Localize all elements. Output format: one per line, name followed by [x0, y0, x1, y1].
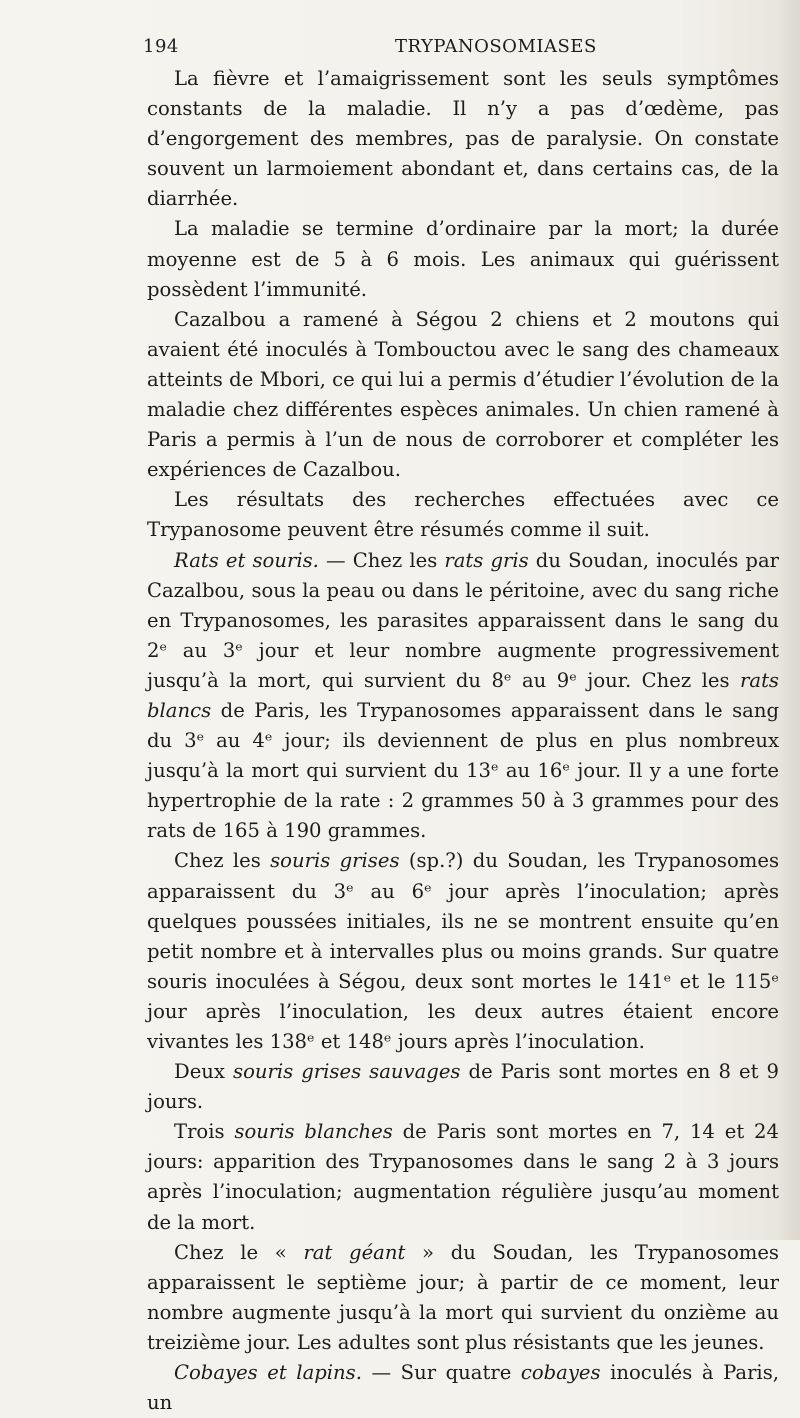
running-title: TRYPANOSOMIASES [395, 36, 597, 57]
section-heading-rats: Rats et souris. [174, 548, 319, 572]
text-run: La maladie se termine d’ordinaire par la mort; la durée moyenne est de 5 à 6 mois. Les animaux qui guérissent possèdent l’immunité. [147, 217, 779, 301]
text-run: Chez les [174, 849, 271, 873]
paragraph-wild-mice [147, 1057, 779, 1117]
text-run: de Paris sont mortes en 8 et 9 jours. [147, 1060, 779, 1114]
page-number: 194 [143, 36, 179, 57]
italic-term: rats gris [444, 548, 529, 572]
paragraph-guinea-pigs [147, 1358, 779, 1418]
text-run: de Paris, les Trypanosomes apparaissent dans le sang du 3ᵉ au 4ᵉ jour; ils deviennent de plus en plus nombreux jusqu’à la mort qui survient du 13ᵉ au 16ᵉ jour. Il y a une forte hypertrophie de la rate : 2 grammes 50 à 3 grammes pour des rats de 165 à 190 grammes. [147, 698, 779, 843]
text-run: Trois [174, 1120, 235, 1144]
section-heading-guinea-pigs: Cobayes et lapins. [174, 1361, 362, 1385]
paragraph-outcome [147, 214, 779, 304]
text-run: du Soudan, inoculés par Cazalbou, sous la peau ou dans le péritoine, avec du sang riche en Trypanosomes, les parasites apparaissent dans le sang du 2ᵉ au 3ᵉ jour et leur nombre augmente progressivement jusqu’à la mort, qui survient du 8ᵉ au 9ᵉ jour. Chez les [147, 548, 779, 692]
paragraph-grey-mice [147, 846, 779, 1057]
italic-term: souris grises [270, 849, 400, 873]
body-text [147, 64, 779, 1418]
text-run: Deux [174, 1060, 234, 1084]
text-run: Les résultats des recherches effectuées avec ce Trypanosome peuvent être résumés comme il suit. [147, 488, 779, 542]
italic-term: cobayes [520, 1361, 601, 1385]
italic-term: rats blancs [147, 668, 779, 722]
text-run: La fièvre et l’amaigrissement sont les seuls symptômes constants de la maladie. Il n’y a pas d’œdème, pas d’engorgement des membres, pas de paralysie. On constate souvent un larmoiement abondant et, dans certains cas, de la diarrhée. [147, 67, 779, 211]
paragraph-results [147, 485, 779, 545]
italic-term: souris grises sauvages [233, 1060, 461, 1084]
text-run: » du Soudan, les Trypanosomes apparaissent le septième jour; à partir de ce moment, leur nombre augmente jusqu’à la mort qui survient du onzième au treizième jour. Les adultes sont plus résistants que les jeunes. [147, 1240, 779, 1354]
paragraph-giant-rat [147, 1238, 779, 1358]
text-run: (sp.?) du Soudan, les Trypanosomes apparaissent du 3ᵉ au 6ᵉ jour après l’inoculation; après quelques poussées initiales, ils ne se montrent ensuite qu’en petit nombre et à intervalles plus ou moins grands. Sur quatre souris inoculées à Ségou, deux sont mortes le 141ᵉ et le 115ᵉ jour après l’inoculation, les deux autres étaient encore vivantes les 138ᵉ et 148ᵉ jours après l’inoculation. [147, 849, 779, 1053]
text-run: Chez le « [174, 1240, 304, 1264]
page-header [143, 36, 783, 62]
text-run: de Paris sont mortes en 7, 14 et 24 jours: apparition des Trypanosomes dans le sang 2 à 3 jours après l’inoculation; augmentation régulière jusqu’au moment de la mort. [147, 1120, 779, 1234]
italic-term: souris blanches [234, 1120, 393, 1144]
text-run: Cazalbou a ramené à Ségou 2 chiens et 2 moutons qui avaient été inoculés à Tombouctou avec le sang des chameaux atteints de Mbori, ce qui lui a permis d’étudier l’évolution de la maladie chez différentes espèces animales. Un chien ramené à Paris a permis à l’un de nous de corroborer et compléter les expériences de Cazalbou. [147, 307, 779, 482]
paragraph-symptoms [147, 64, 779, 214]
paragraph-white-mice [147, 1117, 779, 1237]
text-run: — Sur quatre [361, 1361, 521, 1385]
paragraph-rats [147, 546, 779, 847]
text-run: — Chez les [318, 548, 445, 572]
paragraph-cazalbou [147, 305, 779, 486]
text-run: inoculés à Paris, un [147, 1361, 779, 1415]
italic-term: rat géant [303, 1240, 406, 1264]
